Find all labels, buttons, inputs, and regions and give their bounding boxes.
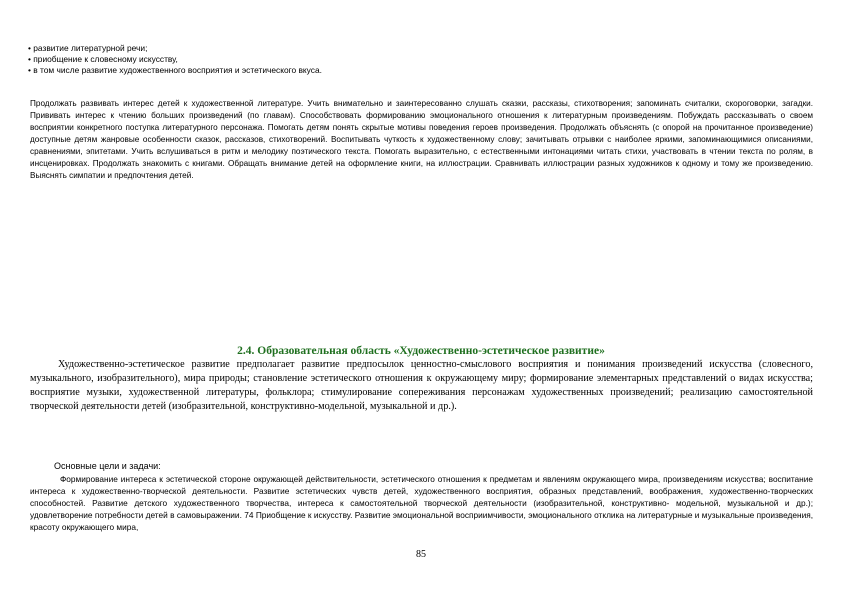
bullet-item-verbal-art: • приобщение к словесному искусству, (28, 54, 178, 64)
page-number: 85 (416, 549, 426, 560)
bullet-item-speech: • развитие литературной речи; (28, 43, 148, 53)
goals-paragraph: Формирование интереса к эстетической стороне окружающей действительности, эстетического отношения к предметам и явлениям окружающего мира, произведениям искусства; воспитание интереса к художественно-творческой деятельности. Развитие эстетических чувств детей, художественного восприятия, образных представлений, воображения, художественно-творческих способностей. Развитие детского художественного творчества, интереса к самостоятельной творческой деятельности (изобразительной, конструктивно- модельной, музыкальной и др.); удовлетворение потребности детей в самовыражении. 74 Приобщение к искусству. Развитие эмоциональной восприимчивости, эмоционального отклика на литературные и музыкальные произведения, красоту окружающего мира, (30, 474, 813, 532)
literature-paragraph: Продолжать развивать интерес детей к художественной литературе. Учить внимательно и заинтересованно слушать сказки, рассказы, стихотворения; запоминать считалки, скороговорки, загадки. Прививать интерес к чтению больших произведений (по главам). Способствовать формированию эмоционального отношения к литературным произведениям. Побуждать рассказывать о своем восприятии конкретного поступка литературного персонажа. Помогать детям понять скрытые мотивы поведения героев произведения. Продолжать объяснять (с опорой на прочитанное произведение) доступные детям жанровые особенности сказок, рассказов, стихотворений. Воспитывать чуткость к художественному слову; зачитывать отрывки с наиболее яркими, запоминающимися описаниями, сравнениями, эпитетами. Учить вслушиваться в ритм и мелодику поэтического текста. Помогать выразительно, с естественными интонациями читать стихи, участвовать в чтении текста по ролям, в инсценировках. Продолжать знакомить с книгами. Обращать внимание детей на оформление книги, на иллюстрации. Сравнивать иллюстрации разных художников к одному и тому же произведению. Выяснять симпатии и предпочтения детей. (30, 99, 813, 180)
bullet-item-aesthetic-taste: • в том числе развитие художественного восприятия и эстетического вкуса. (28, 65, 322, 75)
section-title: 2.4. Образовательная область «Художественно-эстетическое развитие» (237, 345, 605, 357)
section-intro-paragraph: Художественно-эстетическое развитие предполагает развитие предпосылок ценностно-смыслового восприятия и понимания произведений искусства (словесного, музыкального, изобразительного), мира природы; становление эстетического отношения к окружающему миру; формирование элементарных представлений о видах искусства; восприятие музыки, художественной литературы, фольклора; стимулирование сопереживания персонажам художественных произведений; реализацию самостоятельной творческой деятельности детей (изобразительной, конструктивно-модельной, музыкальной и др.). (30, 359, 813, 412)
goals-heading: Основные цели и задачи: (54, 461, 161, 471)
speech-development-bullet-list (28, 43, 808, 76)
